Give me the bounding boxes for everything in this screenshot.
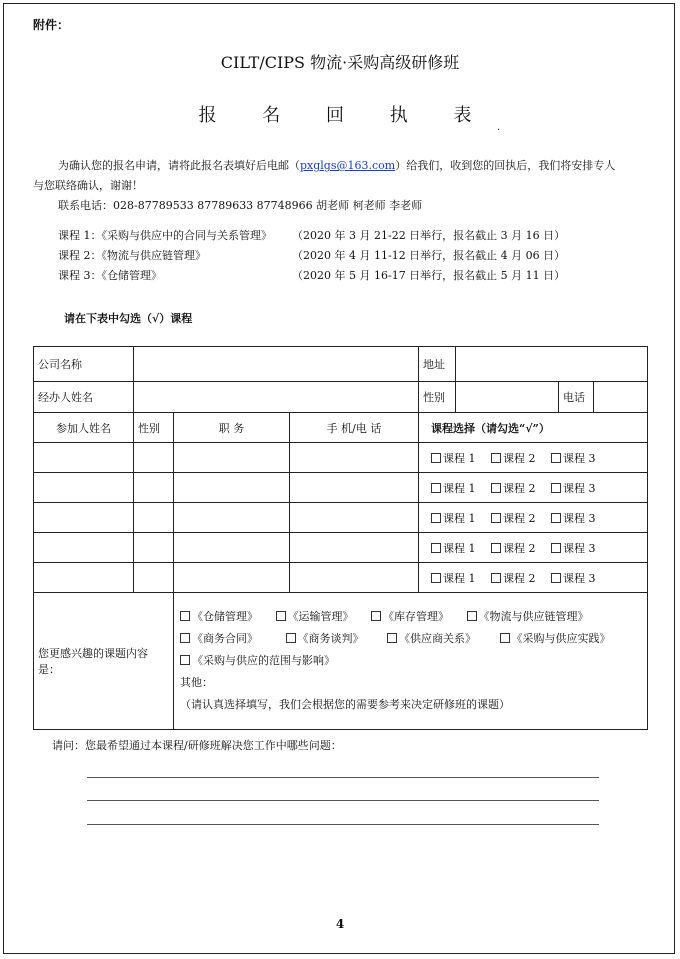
header-course: 课程选择（请勾选“√”） (419, 413, 648, 443)
course-options (419, 473, 648, 503)
participant-gender-input[interactable] (134, 503, 174, 533)
course-options (419, 503, 648, 533)
course-1-checkbox[interactable]: 课程 1 (431, 510, 491, 526)
participant-gender-input[interactable] (134, 473, 174, 503)
participant-name-input[interactable] (34, 473, 134, 503)
participant-mobile-input[interactable] (290, 473, 419, 503)
course-3-checkbox[interactable]: 课程 3 (551, 510, 611, 526)
participant-mobile-input[interactable] (290, 533, 419, 563)
page-number: 4 (335, 917, 345, 931)
address-label: 地址 (419, 347, 456, 381)
course-2-checkbox[interactable]: 课程 2 (491, 570, 551, 586)
other-note: （请认真选择填写，我们会根据您的需要参考来决定研修班的课题） (180, 698, 510, 711)
email-link[interactable]: pxglgs@163.com (300, 159, 396, 172)
participant-name-input[interactable] (34, 443, 134, 473)
course-1-checkbox[interactable]: 课程 1 (431, 570, 491, 586)
header-position: 职 务 (174, 413, 290, 443)
answer-line-1[interactable] (87, 777, 599, 778)
topic-checkbox[interactable]: 《供应商关系》 (387, 632, 476, 645)
company-input[interactable] (134, 347, 419, 382)
handler-input[interactable] (134, 382, 419, 413)
topic-checkbox[interactable]: 《采购与供应实践》 (500, 632, 611, 645)
topic-checkbox[interactable]: 《物流与供应链管理》 (467, 610, 589, 623)
topic-checkbox[interactable]: 《运输管理》 (276, 610, 354, 623)
other-label: 其他： (180, 676, 213, 689)
course-options (419, 443, 648, 473)
topic-checkbox[interactable]: 《采购与供应的范围与影响》 (180, 654, 335, 667)
participant-row (34, 533, 648, 563)
question-prompt: 请问：您最希望通过本课程/研修班解决您工作中哪些问题： (52, 739, 342, 752)
course-2-checkbox[interactable]: 课程 2 (491, 540, 551, 556)
intro-line-1 (58, 158, 615, 174)
interest-label: 您更感兴趣的课题内容是： (34, 593, 174, 730)
topics-row-1 (180, 606, 641, 628)
course-1-schedule: （2020 年 3 月 21-22 日举行，报名截止 3 月 16 日） (292, 229, 566, 242)
course-3-label: 课程 3：《仓储管理》 (58, 269, 162, 282)
handler-gender-input[interactable] (456, 382, 559, 412)
interest-topics (174, 593, 648, 730)
stray-dot: . (497, 122, 501, 133)
phone-label: 电话 (559, 382, 594, 412)
document-title: CILT/CIPS 物流·采购高级研修班 (220, 53, 460, 72)
handler-label: 经办人姓名 (34, 382, 134, 413)
address-input[interactable] (456, 347, 648, 381)
topic-checkbox[interactable]: 《库存管理》 (371, 610, 449, 623)
participant-gender-input[interactable] (134, 443, 174, 473)
registration-table (33, 346, 648, 730)
course-3-checkbox[interactable]: 课程 3 (551, 450, 611, 466)
course-1-label: 课程 1：《采购与供应中的合同与关系管理》 (58, 229, 272, 242)
participant-name-input[interactable] (34, 503, 134, 533)
course-3-checkbox[interactable]: 课程 3 (551, 570, 611, 586)
course-2-label: 课程 2：《物流与供应链管理》 (58, 249, 206, 262)
topic-checkbox[interactable]: 《商务合同》 (180, 632, 258, 645)
header-mobile: 手 机/电 话 (290, 413, 419, 443)
participant-gender-input[interactable] (134, 533, 174, 563)
answer-line-2[interactable] (87, 800, 599, 801)
document-subtitle: 报 名 回 执 表 (198, 105, 492, 126)
participant-position-input[interactable] (174, 563, 290, 593)
course-1-checkbox[interactable]: 课程 1 (431, 450, 491, 466)
intro-line-2: 与您联络确认，谢谢！ (33, 179, 143, 192)
course-2-checkbox[interactable]: 课程 2 (491, 510, 551, 526)
phone-input[interactable] (594, 382, 648, 412)
participant-position-input[interactable] (174, 473, 290, 503)
participant-position-input[interactable] (174, 533, 290, 563)
participant-mobile-input[interactable] (290, 503, 419, 533)
course-1-checkbox[interactable]: 课程 1 (431, 540, 491, 556)
course-2-checkbox[interactable]: 课程 2 (491, 480, 551, 496)
participant-position-input[interactable] (174, 443, 290, 473)
contact-line: 联系电话：028-87789533 87789633 87748966 胡老师 柯老师 李老师 (58, 199, 423, 212)
intro-text-a: 为确认您的报名申请，请将此报名表填好后电邮（ (58, 159, 300, 172)
course-options (419, 563, 648, 593)
participant-gender-input[interactable] (134, 563, 174, 593)
header-name: 参加人姓名 (34, 413, 134, 443)
attachment-label: 附件： (33, 18, 70, 32)
company-label: 公司名称 (34, 347, 134, 382)
handler-gender-label: 性别 (419, 382, 456, 412)
topic-checkbox[interactable]: 《仓储管理》 (180, 610, 258, 623)
participant-name-input[interactable] (34, 533, 134, 563)
participant-mobile-input[interactable] (290, 443, 419, 473)
header-gender: 性别 (134, 413, 174, 443)
participant-row (34, 563, 648, 593)
participant-row (34, 443, 648, 473)
course-2-schedule: （2020 年 4 月 11-12 日举行，报名截止 4 月 06 日） (292, 249, 566, 262)
participant-row (34, 503, 648, 533)
participant-name-input[interactable] (34, 563, 134, 593)
participant-mobile-input[interactable] (290, 563, 419, 593)
course-3-schedule: （2020 年 5 月 16-17 日举行，报名截止 5 月 11 日） (292, 269, 566, 282)
course-1-checkbox[interactable]: 课程 1 (431, 480, 491, 496)
topic-checkbox[interactable]: 《商务谈判》 (286, 632, 364, 645)
topics-row-2 (180, 628, 641, 650)
topics-row-3 (180, 650, 641, 672)
course-2-checkbox[interactable]: 课程 2 (491, 450, 551, 466)
participant-row (34, 473, 648, 503)
participant-position-input[interactable] (174, 503, 290, 533)
course-options (419, 533, 648, 563)
instruction: 请在下表中勾选（√）课程 (64, 312, 193, 325)
answer-line-3[interactable] (87, 824, 599, 825)
intro-text-b: ）给我们，收到您的回执后，我们将安排专人 (395, 159, 616, 172)
course-3-checkbox[interactable]: 课程 3 (551, 480, 611, 496)
course-3-checkbox[interactable]: 课程 3 (551, 540, 611, 556)
